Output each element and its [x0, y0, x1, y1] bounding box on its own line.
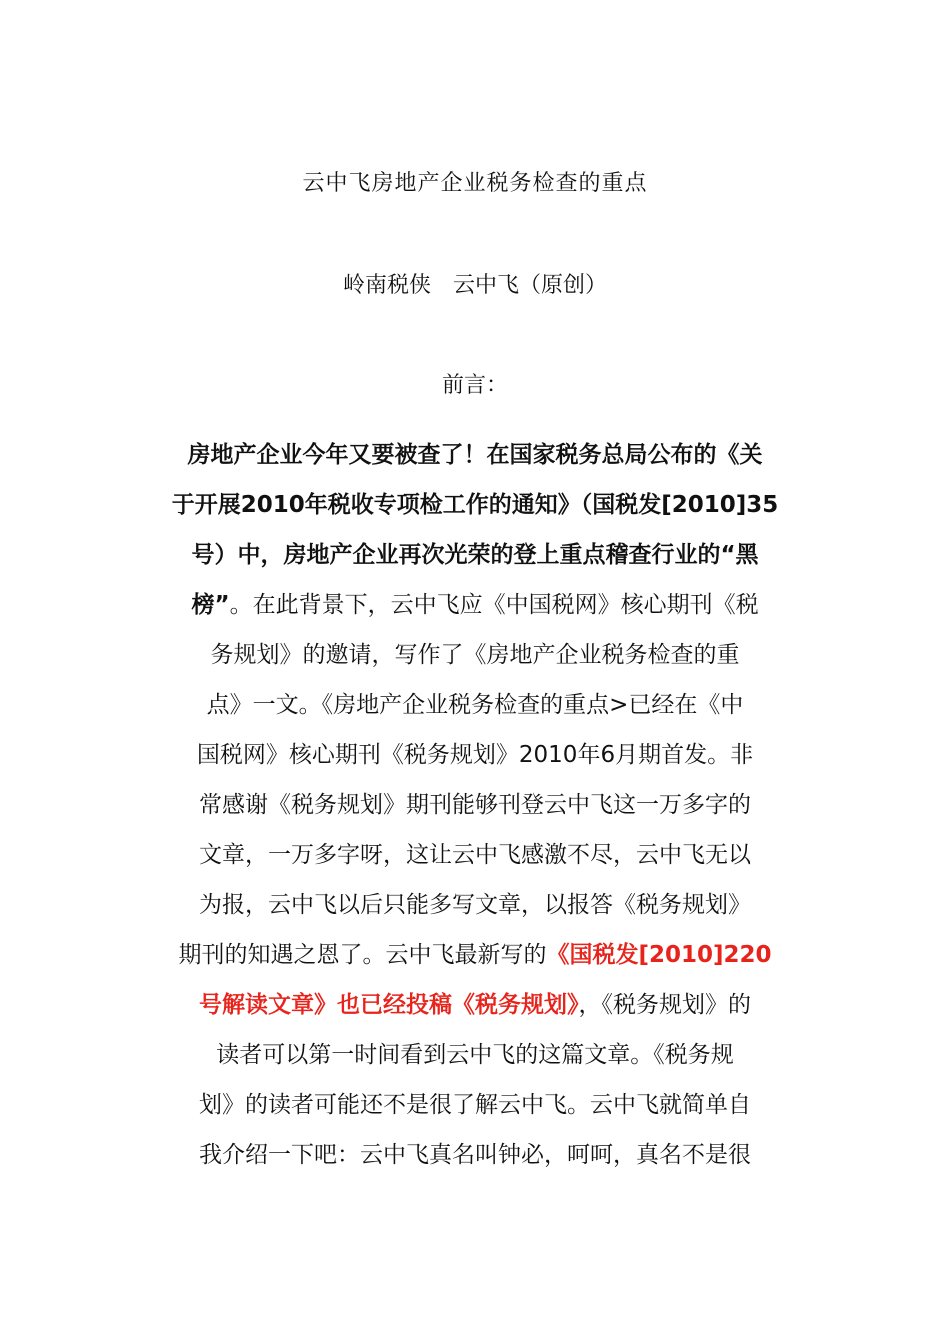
body-text-segment: 国税网》核心期刊《税务规划》2010年6月期首发。非	[196, 742, 754, 768]
body-line	[0, 430, 950, 480]
author-line: 岭南税侠 云中飞（原创）	[342, 273, 607, 298]
body-text-segment: 为报，云中飞以后只能多写文章，以报答《税务规划》	[199, 892, 751, 918]
body-text-segment: 务规划》的邀请，写作了《房地产企业税务检查的重	[210, 642, 740, 668]
body-line	[0, 780, 950, 830]
body-text-segment: 读者可以第一时间看到云中飞的这篇文章。《税务规	[216, 1042, 734, 1068]
body-line	[0, 830, 950, 880]
body-line	[0, 1080, 950, 1130]
body-line	[0, 930, 950, 980]
body-text-segment: 号）中，房地产企业再次光荣的登上重点稽查行业的“黑	[191, 542, 759, 568]
document-title: 云中飞房地产企业税务检查的重点	[302, 171, 648, 196]
body-text-segment: 点》一文。《房地产企业税务检查的重点>已经在《中	[206, 692, 744, 718]
preface-heading: 前言：	[441, 373, 508, 398]
body-text-segment: 。在此背景下，云中飞应《中国税网》核心期刊《税	[229, 592, 759, 618]
body-line	[0, 480, 950, 530]
body-line	[0, 530, 950, 580]
body-text-segment: 常感谢《税务规划》期刊能够刊登云中飞这一万多字的	[199, 792, 751, 818]
body-line	[0, 980, 950, 1030]
body-line	[0, 730, 950, 780]
body-line	[0, 630, 950, 680]
body-text-segment: ，《税务规划》的	[578, 992, 751, 1018]
body-text-segment: 于开展2010年税收专项检工作的通知》（国税发[2010]35	[171, 492, 779, 518]
body-text-segment: 我介绍一下吧：云中飞真名叫钟必，呵呵，真名不是很	[199, 1142, 751, 1168]
body-line	[0, 880, 950, 930]
highlighted-text: 号解读文章》也已经投稿《税务规划》	[199, 992, 579, 1018]
body-text-segment: 房地产企业今年又要被查了！在国家税务总局公布的《关	[187, 442, 763, 468]
body-line	[0, 580, 950, 630]
highlighted-text: 《国税发[2010]220	[546, 942, 772, 968]
body-text-segment: 文章，一万多字呀，这让云中飞感激不尽，云中飞无以	[199, 842, 751, 868]
body-text-segment: 期刊的知遇之恩了。云中飞最新写的	[178, 942, 547, 968]
body-line	[0, 1030, 950, 1080]
body-line	[0, 1130, 950, 1180]
body-text-segment: 榜”	[191, 592, 230, 618]
body-text-segment: 划》的读者可能还不是很了解云中飞。云中飞就简单自	[199, 1092, 751, 1118]
body-line	[0, 680, 950, 730]
